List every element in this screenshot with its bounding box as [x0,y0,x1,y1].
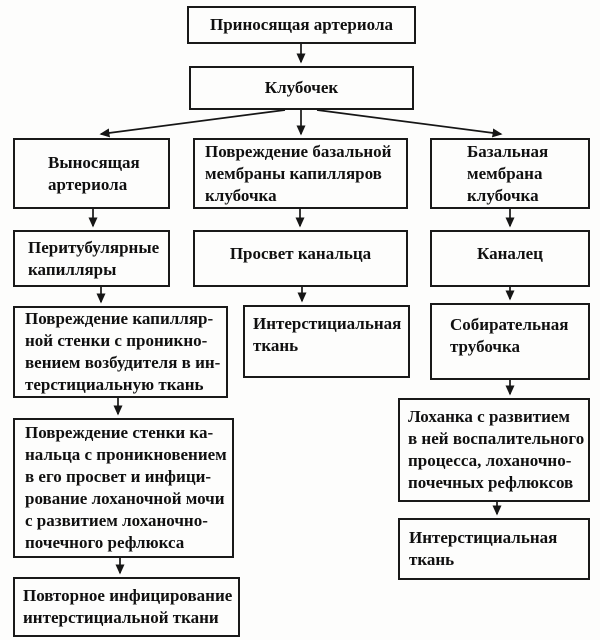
node-text-line: терстициальную ткань [25,375,204,394]
node-text-line: Клубочек [264,78,339,97]
node-text-line: Выносящая [48,152,140,172]
node-text-line: интерстициальной ткани [23,608,219,627]
arrow-glomerulus-to-efferent [101,110,285,134]
node-tubule [430,230,590,287]
node-collecting-duct [430,303,590,380]
node-text-line: нальца с проникновением [25,445,227,464]
node-basal-membrane-damage [193,138,408,209]
arrow-glomerulus-to-basal-membrane [317,110,501,134]
node-text-line: Базальная [467,141,549,161]
node-interstitial-tissue-mid [243,305,410,378]
node-interstitial-tissue-right [398,518,590,580]
node-text-line: процесса, лоханочно- [408,451,572,470]
node-text-line: Повреждение капилляр- [25,309,214,328]
node-text-line: ткань [409,550,455,569]
node-renal-pelvis [398,398,590,502]
node-text-line: трубочка [450,336,521,356]
node-text-line: ной стенки с проникно- [25,331,208,350]
node-text-line: капилляры [28,259,117,279]
node-glomerulus [189,66,414,110]
node-text-line: в ней воспалительного [408,429,585,448]
node-text-line: Повреждение базальной [205,141,392,161]
node-afferent-arteriole [187,6,416,44]
node-text-line: ткань [253,335,299,355]
node-text-line: Собирательная [450,314,569,334]
node-text-line: почечного рефлюкса [25,533,185,552]
node-capillary-wall-damage [13,306,228,398]
node-text-line: в его просвет и инфици- [25,467,212,486]
node-text-line: почечных рефлюксов [408,473,574,492]
node-text-line: Просвет канальца [229,243,372,263]
node-text-line: вением возбудителя в ин- [25,353,221,372]
node-text-line: Повреждение стенки ка- [25,423,214,442]
node-text-line: Приносящая артериола [210,15,393,34]
node-peritubular-capillaries [13,230,170,287]
node-efferent-arteriole [13,138,170,209]
node-text-line: Каналец [477,243,543,263]
node-tubule-wall-damage [13,418,234,558]
node-text-line: Перитубулярные [28,237,160,257]
node-tubule-lumen [193,230,408,287]
node-text-line: Лоханка с развитием [408,407,571,426]
node-text-line: Интерстициальная [409,528,558,547]
node-text-line: с развитием лоханочно- [25,511,208,530]
node-text-line: мембраны капилляров [205,163,382,183]
node-text-line: мембрана [467,163,543,183]
node-text-line: Интерстициальная [253,313,402,333]
node-text-line: артериола [48,174,128,194]
node-repeated-infection [13,577,240,637]
node-text-line: рование лоханочной мочи [25,489,225,508]
node-text-line: клубочка [467,185,539,205]
node-basal-membrane [430,138,590,209]
node-text-line: клубочка [205,185,277,205]
node-text-line: Повторное инфицирование [23,586,233,605]
